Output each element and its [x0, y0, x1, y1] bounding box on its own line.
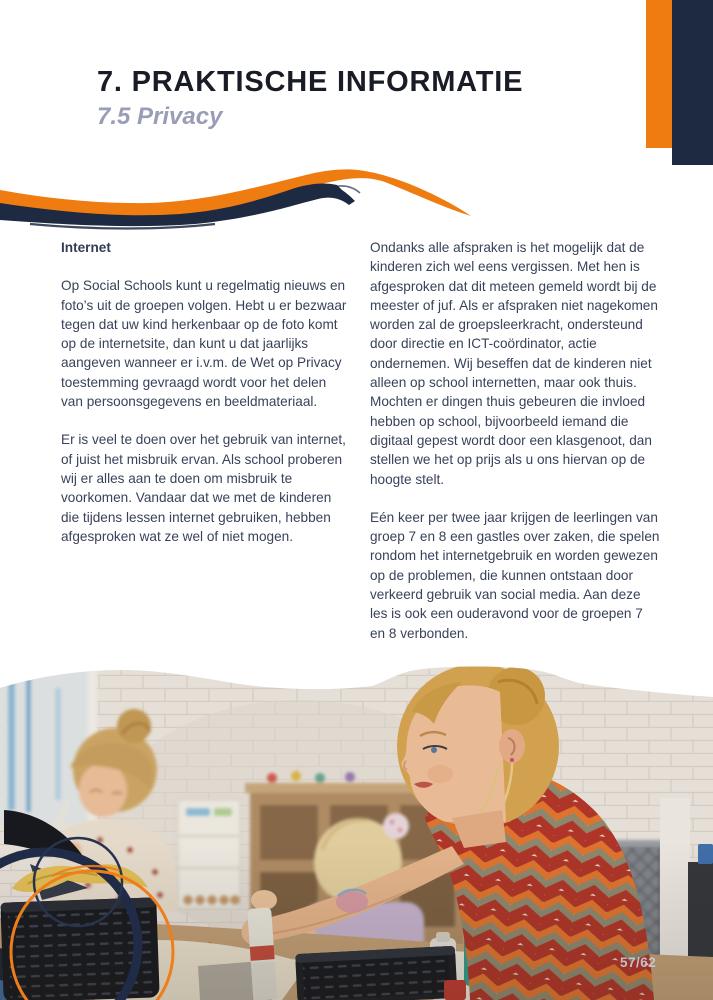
header-wave-decoration	[0, 166, 500, 236]
page-title: 7. PRAKTISCHE INFORMATIE	[97, 66, 524, 98]
page-subtitle: 7.5 Privacy	[97, 103, 223, 130]
classroom-photo	[0, 650, 713, 1000]
corner-bar-orange	[646, 0, 672, 148]
right-column	[370, 238, 661, 662]
corner-bar-navy	[672, 0, 713, 165]
left-paragraph-2: Er is veel te doen over het gebruik van internet, of juist het misbruik ervan. Als school proberen wij er alles aan te doen om misbruik te voorkomen. Vandaar dat we met de kinderen die tijdens lessen internet gebruiken, hebben afgesproken wat ze wel of niet mogen.	[61, 432, 346, 544]
right-paragraph-2: Eén keer per twee jaar krijgen de leerlingen van groep 7 en 8 een gastles over zaken, die spelen rondom het internetgebruik en worden gewezen op de problemen, die kunnen ontstaan door verkeerd gebruik van social media. Aan deze les is ook een ouderavond voor de groepen 7 en 8 verbonden.	[370, 509, 660, 641]
page-number: 57/62	[620, 955, 657, 970]
left-paragraph-1: Op Social Schools kunt u regelmatig nieuws en foto’s uit de groepen volgen. Hebt u er bezwaar tegen dat uw kind herkenbaar op de foto komt op de internetsite, dan kunt u dat jaarlijks aangeven wanneer er i.v.m. de Wet op Privacy toestemming gevraagd wordt voor het delen van persoonsgegevens en beeldmateriaal.	[61, 278, 347, 410]
body-columns	[61, 238, 661, 662]
left-column	[61, 238, 349, 662]
right-paragraph-1: Ondanks alle afspraken is het mogelijk dat de kinderen zich wel eens vergissen. Met hen is afgesproken dat dit meteen gemeld wordt bij de meester of juf. Als er afspraken niet nagekomen worden zal de groepsleerkracht, ondersteund door directie en ICT-coördinator, actie ondernemen. Wij beseffen dat de kinderen niet alleen op school internetten, maar ook thuis. Mochten er dingen thuis gebeuren die invloed hebben op school, bijvoorbeeld iemand die digitaal gepest wordt door een klasgenoot, dan stellen we het op prijs als u ons hiervan op de hoogte stelt.	[370, 240, 658, 487]
left-column-heading: Internet	[61, 240, 111, 255]
